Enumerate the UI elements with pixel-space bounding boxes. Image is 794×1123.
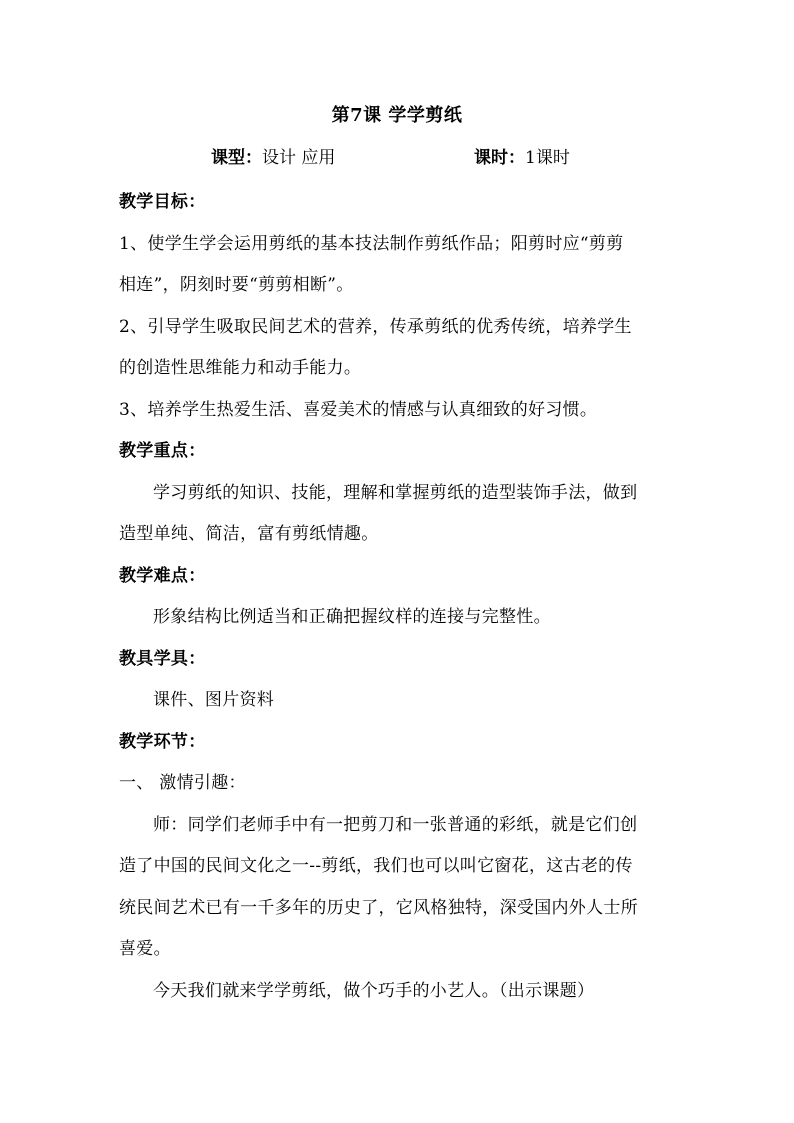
lesson-hours [474,146,570,170]
lesson-hours-label: 课时： [474,148,525,168]
process-para-1-line-3: 统民间艺术已有一千多年的历史了，它风格独特，深受国内外人士所 [119,898,638,918]
objective-1-line-1: 1、使学生学会运用剪纸的基本技法制作剪纸作品；阳剪时应“剪剪 [119,234,624,254]
objectives-heading: 教学目标： [119,192,206,212]
lesson-type-label: 课型： [211,148,262,168]
process-para-1-line-4: 喜爱。 [119,939,171,959]
objective-2-line-2: 的创造性思维能力和动手能力。 [119,358,362,378]
materials-heading: 教具学具： [119,649,206,669]
key-points-line-1: 学习剪纸的知识、技能，理解和掌握剪纸的造型装饰手法，做到 [153,483,638,503]
process-para-1-line-2: 造了中国的民间文化之一--剪纸，我们也可以叫它窗花，这古老的传 [119,856,633,876]
process-para-2-line-1: 今天我们就来学学剪纸，做个巧手的小艺人。（出示课题） [153,981,595,1001]
process-para-1-line-1: 师：同学们老师手中有一把剪刀和一张普通的彩纸，就是它们创 [153,815,638,835]
page-title: 第7课 学学剪纸 [331,105,463,126]
objective-1-line-2: 相连”，阴刻时要“剪剪相断”。 [119,275,354,295]
difficulties-heading: 教学难点： [119,566,206,586]
lesson-type-value: 设计 应用 [262,148,336,168]
key-points-heading: 教学重点： [119,441,206,461]
process-heading: 教学环节： [119,732,206,752]
materials-line-1: 课件、图片资料 [153,690,275,710]
key-points-line-2: 造型单纯、简洁，富有剪纸情趣。 [119,524,379,544]
process-step-1-title: 一、 激情引趣： [119,773,246,793]
objective-2-line-1: 2、引导学生吸取民间艺术的营养，传承剪纸的优秀传统，培养学生 [119,317,632,337]
difficulties-line-1: 形象结构比例适当和正确把握纹样的连接与完整性。 [153,607,551,627]
lesson-type [211,146,335,170]
lesson-hours-value: 1课时 [525,148,570,168]
objective-3: 3、培养学生热爱生活、喜爱美术的情感与认真细致的好习惯。 [119,400,598,420]
